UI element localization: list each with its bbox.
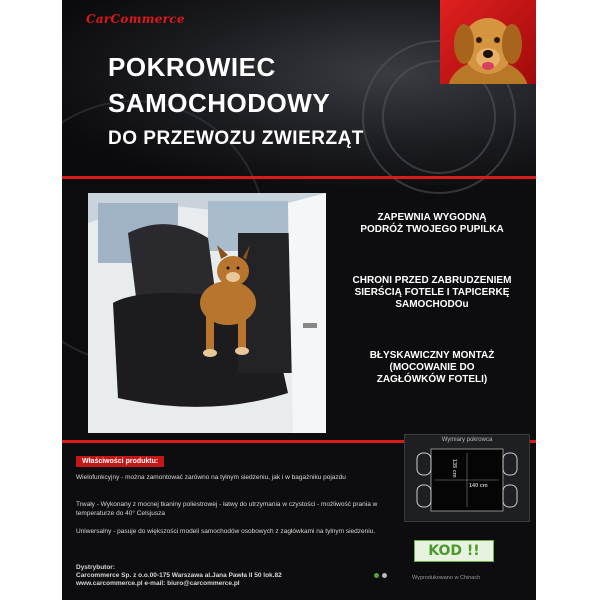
property-durable: Trwały - Wykonany z mocnej tkaniny poliestrowej - łatwy do utrzymania w czystości - możliwość prania w temperaturze do 40° Celsjusza xyxy=(76,501,378,517)
feature-installation-line3: ZAGŁÓWKÓW FOTELI) xyxy=(376,374,488,385)
feature-protection xyxy=(334,275,530,311)
feature-protection-line3: SAMOCHODOu xyxy=(395,299,469,310)
dimension-height: 135 cm xyxy=(451,459,457,478)
properties-section xyxy=(62,452,398,600)
title-line-1: POKROWIEC xyxy=(108,52,276,82)
eco-label: KOD !! xyxy=(414,540,494,562)
title-line-3: DO PRZEWOZU ZWIERZĄT xyxy=(108,128,364,149)
distributor-info xyxy=(76,564,282,588)
feature-comfort xyxy=(334,212,530,236)
ce-icon xyxy=(382,573,387,578)
properties-title: Właściwości produktu: xyxy=(76,456,164,467)
divider-top xyxy=(62,176,536,179)
feature-installation-line2: (MOCOWANIE DO xyxy=(389,362,475,373)
feature-installation-line1: BŁYSKAWICZNY MONTAŻ xyxy=(369,350,495,361)
product-package xyxy=(62,0,536,600)
dimensions-title: Wymiary pokrowca xyxy=(441,437,493,443)
title-line-2: SAMOCHODOWY xyxy=(108,88,331,118)
cover-diagram xyxy=(405,435,529,521)
distributor-contact: www.carcommerce.pl e-mail: biuro@carcommerce.pl xyxy=(76,580,240,587)
distributor-label: Dystrybutor: xyxy=(76,564,116,571)
made-in-label: Wyprodukowano w Chinach xyxy=(412,575,481,581)
feature-comfort-line1: ZAPEWNIA WYGODNĄ xyxy=(377,212,487,223)
feature-installation xyxy=(334,350,530,386)
brand-logo: CarCommerce xyxy=(86,12,185,26)
dimensions-panel xyxy=(404,434,530,522)
property-universal: Uniwersalny - pasuje do większości modeli samochodów osobowych z zagłówkami na tylnym siedzeniu. xyxy=(76,528,376,535)
dimension-width: 140 cm xyxy=(469,483,488,489)
property-multifunctional: Wielofunkcyjny - można zamontować zarówno na tylnym siedzeniu, jak i w bagażniku pojazdu xyxy=(76,474,346,481)
recycle-icon xyxy=(374,573,379,578)
car-seat-photo xyxy=(88,193,326,433)
distributor-address: Carcommerce Sp. z o.o.00-175 Warszawa al.Jana Pawła II 50 lok.82 xyxy=(76,572,282,579)
feature-protection-line2: SIERŚCIĄ FOTELE I TAPICERKĘ xyxy=(354,287,510,298)
feature-comfort-line2: PODRÓŻ TWOJEGO PUPILKA xyxy=(360,224,504,235)
feature-protection-line1: CHRONI PRZED ZABRUDZENIEM xyxy=(352,275,512,286)
dog-portrait xyxy=(440,0,536,84)
